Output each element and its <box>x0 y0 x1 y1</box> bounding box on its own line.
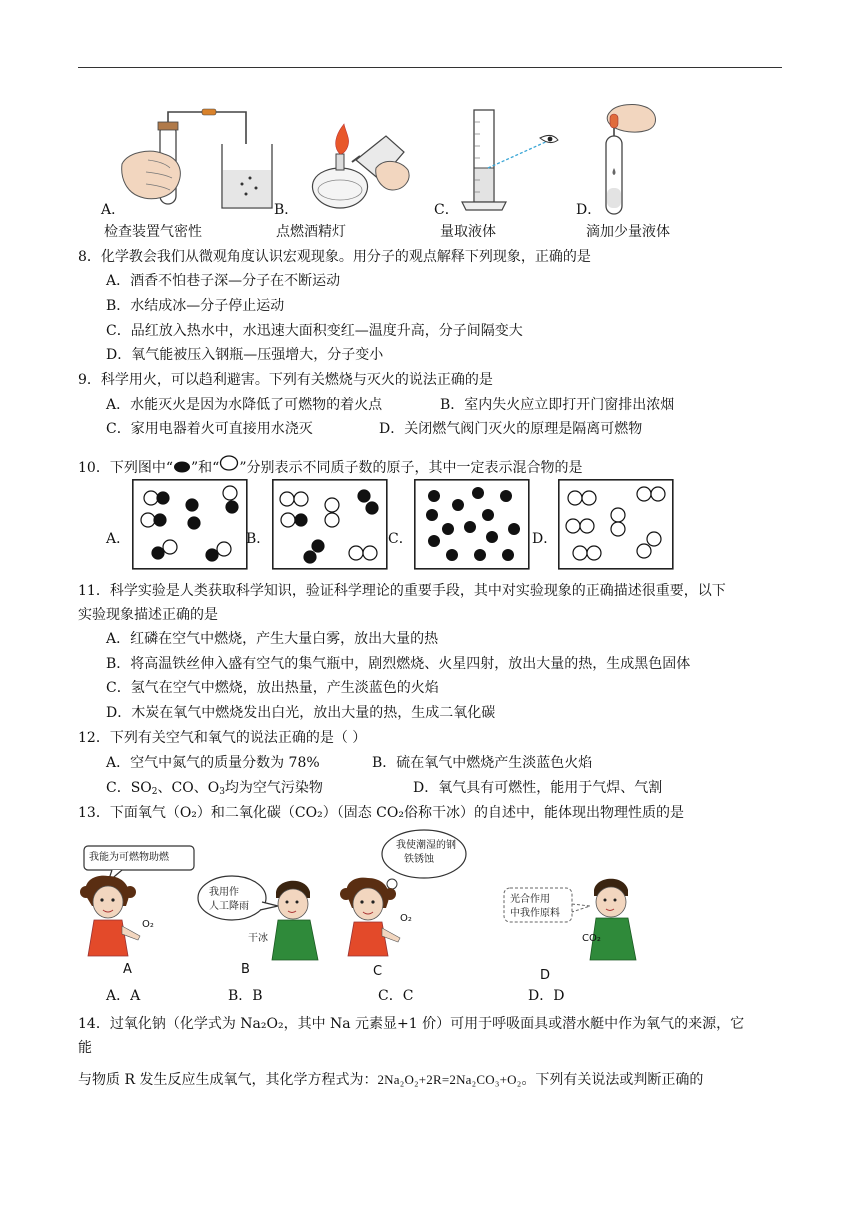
q12-c-text3: 均为空气污染物 <box>224 780 323 796</box>
q7-caption-c: 量取液体 <box>440 224 496 240</box>
q13-label-o2-c: O₂ <box>400 913 412 924</box>
q8-option-c: C．品红放入热水中，水迅速大面积变红—温度升高，分子间隔变大 <box>106 323 523 339</box>
q9-option-b: B．室内失火应立即打开门窗排出浓烟 <box>440 397 675 413</box>
q8-stem: 8．化学教会我们从微观角度认识宏观现象。用分子的观点解释下列现象，正确的是 <box>78 249 591 265</box>
q8-option-a: A．酒香不怕巷子深—分子在不断运动 <box>106 273 341 289</box>
q8-option-b: B．水结成冰—分子停止运动 <box>106 298 285 314</box>
q13-bubble-d-line1: 光合作用 <box>510 894 550 905</box>
fig-light-alcohol-lamp <box>300 118 412 210</box>
q13-label-o2-a: O₂ <box>142 919 154 930</box>
q9-option-a: A．水能灭火是因为水降低了可燃物的着火点 <box>106 397 383 413</box>
q10-box-c <box>414 479 530 570</box>
q10-letter-d: D． <box>532 531 558 547</box>
q9-option-c: C．家用电器着火可直接用水浇灭 <box>106 421 313 437</box>
q13-option-b: B．B <box>228 988 263 1004</box>
q9-stem: 9．科学用火，可以趋利避害。下列有关燃烧与灭火的说法正确的是 <box>78 372 493 388</box>
q10-box-b <box>272 479 388 570</box>
q10-stem <box>78 455 582 478</box>
q10-letter-a: A． <box>106 531 131 547</box>
q12-option-d: D．氧气具有可燃性，能用于气焊、气割 <box>413 780 663 796</box>
q14-equation: 2Na₂O₂+2R=2Na₂CO₃+O₂ <box>377 1072 522 1087</box>
q9-option-d: D．关闭燃气阀门灭火的原理是隔离可燃物 <box>379 421 643 437</box>
q13-option-d: D．D <box>528 988 565 1004</box>
q11-option-d: D．木炭在氧气中燃烧发出白光，放出大量的热，生成二氧化碳 <box>106 705 496 721</box>
q12-c-text2: 、CO、O <box>157 780 220 796</box>
q12-option-c <box>106 778 323 802</box>
q13-bubble-d-line2: 中我作原料 <box>510 908 560 919</box>
q14-stem-line2: 能 <box>78 1040 92 1056</box>
q10-stem-mid: ”和“ <box>190 460 220 476</box>
q12-option-a: A．空气中氮气的质量分数为 78% <box>106 755 320 771</box>
white-atom-icon <box>219 455 239 471</box>
q11-stem-line2: 实验现象描述正确的是 <box>78 607 218 623</box>
q13-bubble-b-line1: 我用作 <box>209 887 239 898</box>
q14-stem-line1: 14．过氧化钠（化学式为 Na₂O₂，其中 Na 元素显+1 价）可用于呼吸面具或潜水艇中作为氧气的来源，它 <box>78 1016 745 1032</box>
black-atom-icon <box>173 461 191 473</box>
q8-option-d: D．氧气能被压入钢瓶—压强增大，分子变小 <box>106 347 384 363</box>
q7-caption-d: 滴加少量液体 <box>586 224 670 240</box>
q13-option-c: C．C <box>378 988 414 1004</box>
q14-stem-line3 <box>78 1070 703 1090</box>
q11-option-b: B．将高温铁丝伸入盛有空气的集气瓶中，剧烈燃烧、火星四射，放出大量的热，生成黑色固体 <box>106 656 691 672</box>
q10-letter-c: C． <box>388 531 413 547</box>
q12-c-sub1: 2 <box>151 787 158 797</box>
q10-box-a <box>132 479 248 570</box>
fig-dropper <box>596 102 662 216</box>
q7-letter-b: B． <box>274 202 299 218</box>
q10-box-d <box>558 479 674 570</box>
q13-caption-d: D <box>540 968 551 983</box>
q11-stem-line1: 11．科学实验是人类获取科学知识，验证科学理论的重要手段，其中对实验现象的正确描述很重要，以下 <box>78 583 726 599</box>
q7-letter-d: D． <box>576 202 602 218</box>
q12-stem: 12．下列有关空气和氧气的说法正确的是（ ） <box>78 730 367 746</box>
q13-option-a: A．A <box>106 988 141 1004</box>
q13-caption-c: C <box>373 964 383 979</box>
q13-bubble-b-line2: 人工降雨 <box>209 901 249 912</box>
q12-c-sub2: 3 <box>219 787 225 797</box>
q11-option-c: C．氢气在空气中燃烧，放出热量，产生淡蓝色的火焰 <box>106 680 439 696</box>
q13-caption-a: A <box>123 962 132 977</box>
q7-letter-c: C． <box>434 202 459 218</box>
q7-caption-b: 点燃酒精灯 <box>276 224 346 240</box>
q14-stem-post: 。下列有关说法或判断正确的 <box>521 1072 704 1088</box>
q12-c-text1: C．SO <box>106 780 152 796</box>
q13-stem: 13．下面氧气（O₂）和二氧化碳（CO₂）（固态 CO₂俗称干冰）的自述中，能体现出物理性质的是 <box>78 805 684 821</box>
q10-stem-post: ”分别表示不同质子数的原子，其中一定表示混合物的是 <box>239 460 583 476</box>
fig-graduated-cylinder <box>458 108 568 216</box>
q13-bubble-c-line1: 我使潮湿的钢 <box>396 840 456 851</box>
q13-bubble-c-line2: 铁锈蚀 <box>404 854 434 865</box>
q10-letter-b: B． <box>246 531 271 547</box>
q13-caption-b: B <box>241 962 250 977</box>
q12-option-b: B．硫在氧气中燃烧产生淡蓝色火焰 <box>372 755 593 771</box>
q13-label-co2: CO₂ <box>582 933 601 944</box>
q13-bubble-a: 我能为可燃物助燃 <box>89 852 169 863</box>
q7-caption-a: 检查装置气密性 <box>104 224 202 240</box>
header-rule <box>78 67 782 68</box>
fig-airtightness-check <box>118 104 274 212</box>
q11-option-a: A．红磷在空气中燃烧，产生大量白雾，放出大量的热 <box>106 631 439 647</box>
q14-stem-pre: 与物质 R 发生反应生成氧气，其化学方程式为： <box>78 1072 378 1088</box>
q7-letter-a: A． <box>101 202 126 218</box>
q13-label-ganbing: 干冰 <box>248 933 268 944</box>
q10-stem-pre: 10．下列图中“ <box>78 460 173 476</box>
